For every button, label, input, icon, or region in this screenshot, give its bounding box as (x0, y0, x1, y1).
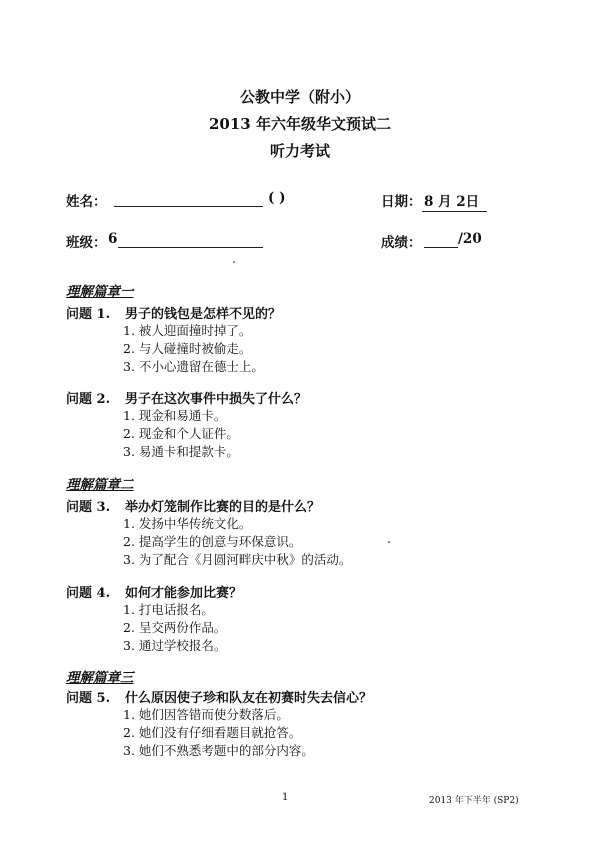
answer-option: 2. 呈交两份作品。 (123, 620, 227, 635)
scan-speck (233, 261, 235, 263)
answer-option: 2. 提高学生的创意与环保意识。 (123, 534, 302, 549)
question-text: 男子在这次事件中损失了什么？ (125, 392, 308, 407)
section-title: 理解篇章三 (66, 670, 134, 686)
question-text: 什么原因使子珍和队友在初赛时失去信心？ (125, 691, 373, 706)
index-number-parentheses: ( ) (268, 190, 286, 206)
answer-option: 3. 她们不熟悉考题中的部分内容。 (123, 743, 314, 758)
class-label: 班级： (66, 235, 107, 251)
question-number: 问题 1. (66, 307, 111, 322)
scan-speck (388, 541, 390, 543)
answer-option: 1. 现金和易通卡。 (123, 408, 227, 423)
answer-option: 1. 发扬中华传统文化。 (123, 516, 252, 531)
class-field-line[interactable] (118, 247, 263, 248)
answer-option: 1. 她们因答错而使分数落后。 (123, 707, 289, 722)
subject-title: 听力考试 (269, 142, 330, 160)
name-label: 姓名： (66, 194, 107, 210)
answer-option: 3. 通过学校报名。 (123, 638, 227, 653)
section-title: 理解篇章一 (66, 284, 134, 300)
page-number: 1 (282, 792, 289, 803)
answer-option: 2. 她们没有仔细看题目就抢答。 (123, 725, 302, 740)
footer-term: 2013 年下半年 (SP2) (429, 796, 519, 806)
section-title: 理解篇章二 (66, 477, 134, 493)
question-number: 问题 4. (66, 586, 111, 601)
answer-option: 2. 现金和个人证件。 (123, 426, 239, 441)
answer-option: 1. 打电话报名。 (123, 602, 214, 617)
answer-option: 3. 为了配合《月圆河畔庆中秋》的活动。 (123, 552, 352, 567)
school-title: 公教中学（附小） (239, 88, 360, 106)
answer-option: 3. 不小心遗留在德士上。 (123, 359, 264, 374)
score-suffix: /20 (458, 231, 482, 247)
class-prefix: 6 (108, 231, 118, 247)
answer-option: 1. 被人迎面撞时掉了。 (123, 323, 252, 338)
score-label: 成绩： (381, 235, 422, 251)
answer-option: 2. 与人碰撞时被偷走。 (123, 341, 252, 356)
question-number: 问题 2. (66, 392, 111, 407)
name-field-line[interactable] (114, 206, 263, 207)
exam-title: 2013 年六年级华文预试二 (209, 115, 391, 133)
question-text: 举办灯笼制作比赛的目的是什么？ (125, 500, 321, 515)
score-field-line[interactable] (424, 247, 458, 248)
question-number: 问题 5. (66, 691, 111, 706)
date-label: 日期： (381, 194, 422, 210)
question-number: 问题 3. (66, 500, 111, 515)
question-text: 如何才能参加比赛？ (125, 586, 243, 601)
question-text: 男子的钱包是怎样不见的？ (125, 307, 282, 322)
date-value: 8 月 2日 (422, 190, 487, 212)
answer-option: 3. 易通卡和提款卡。 (123, 444, 239, 459)
